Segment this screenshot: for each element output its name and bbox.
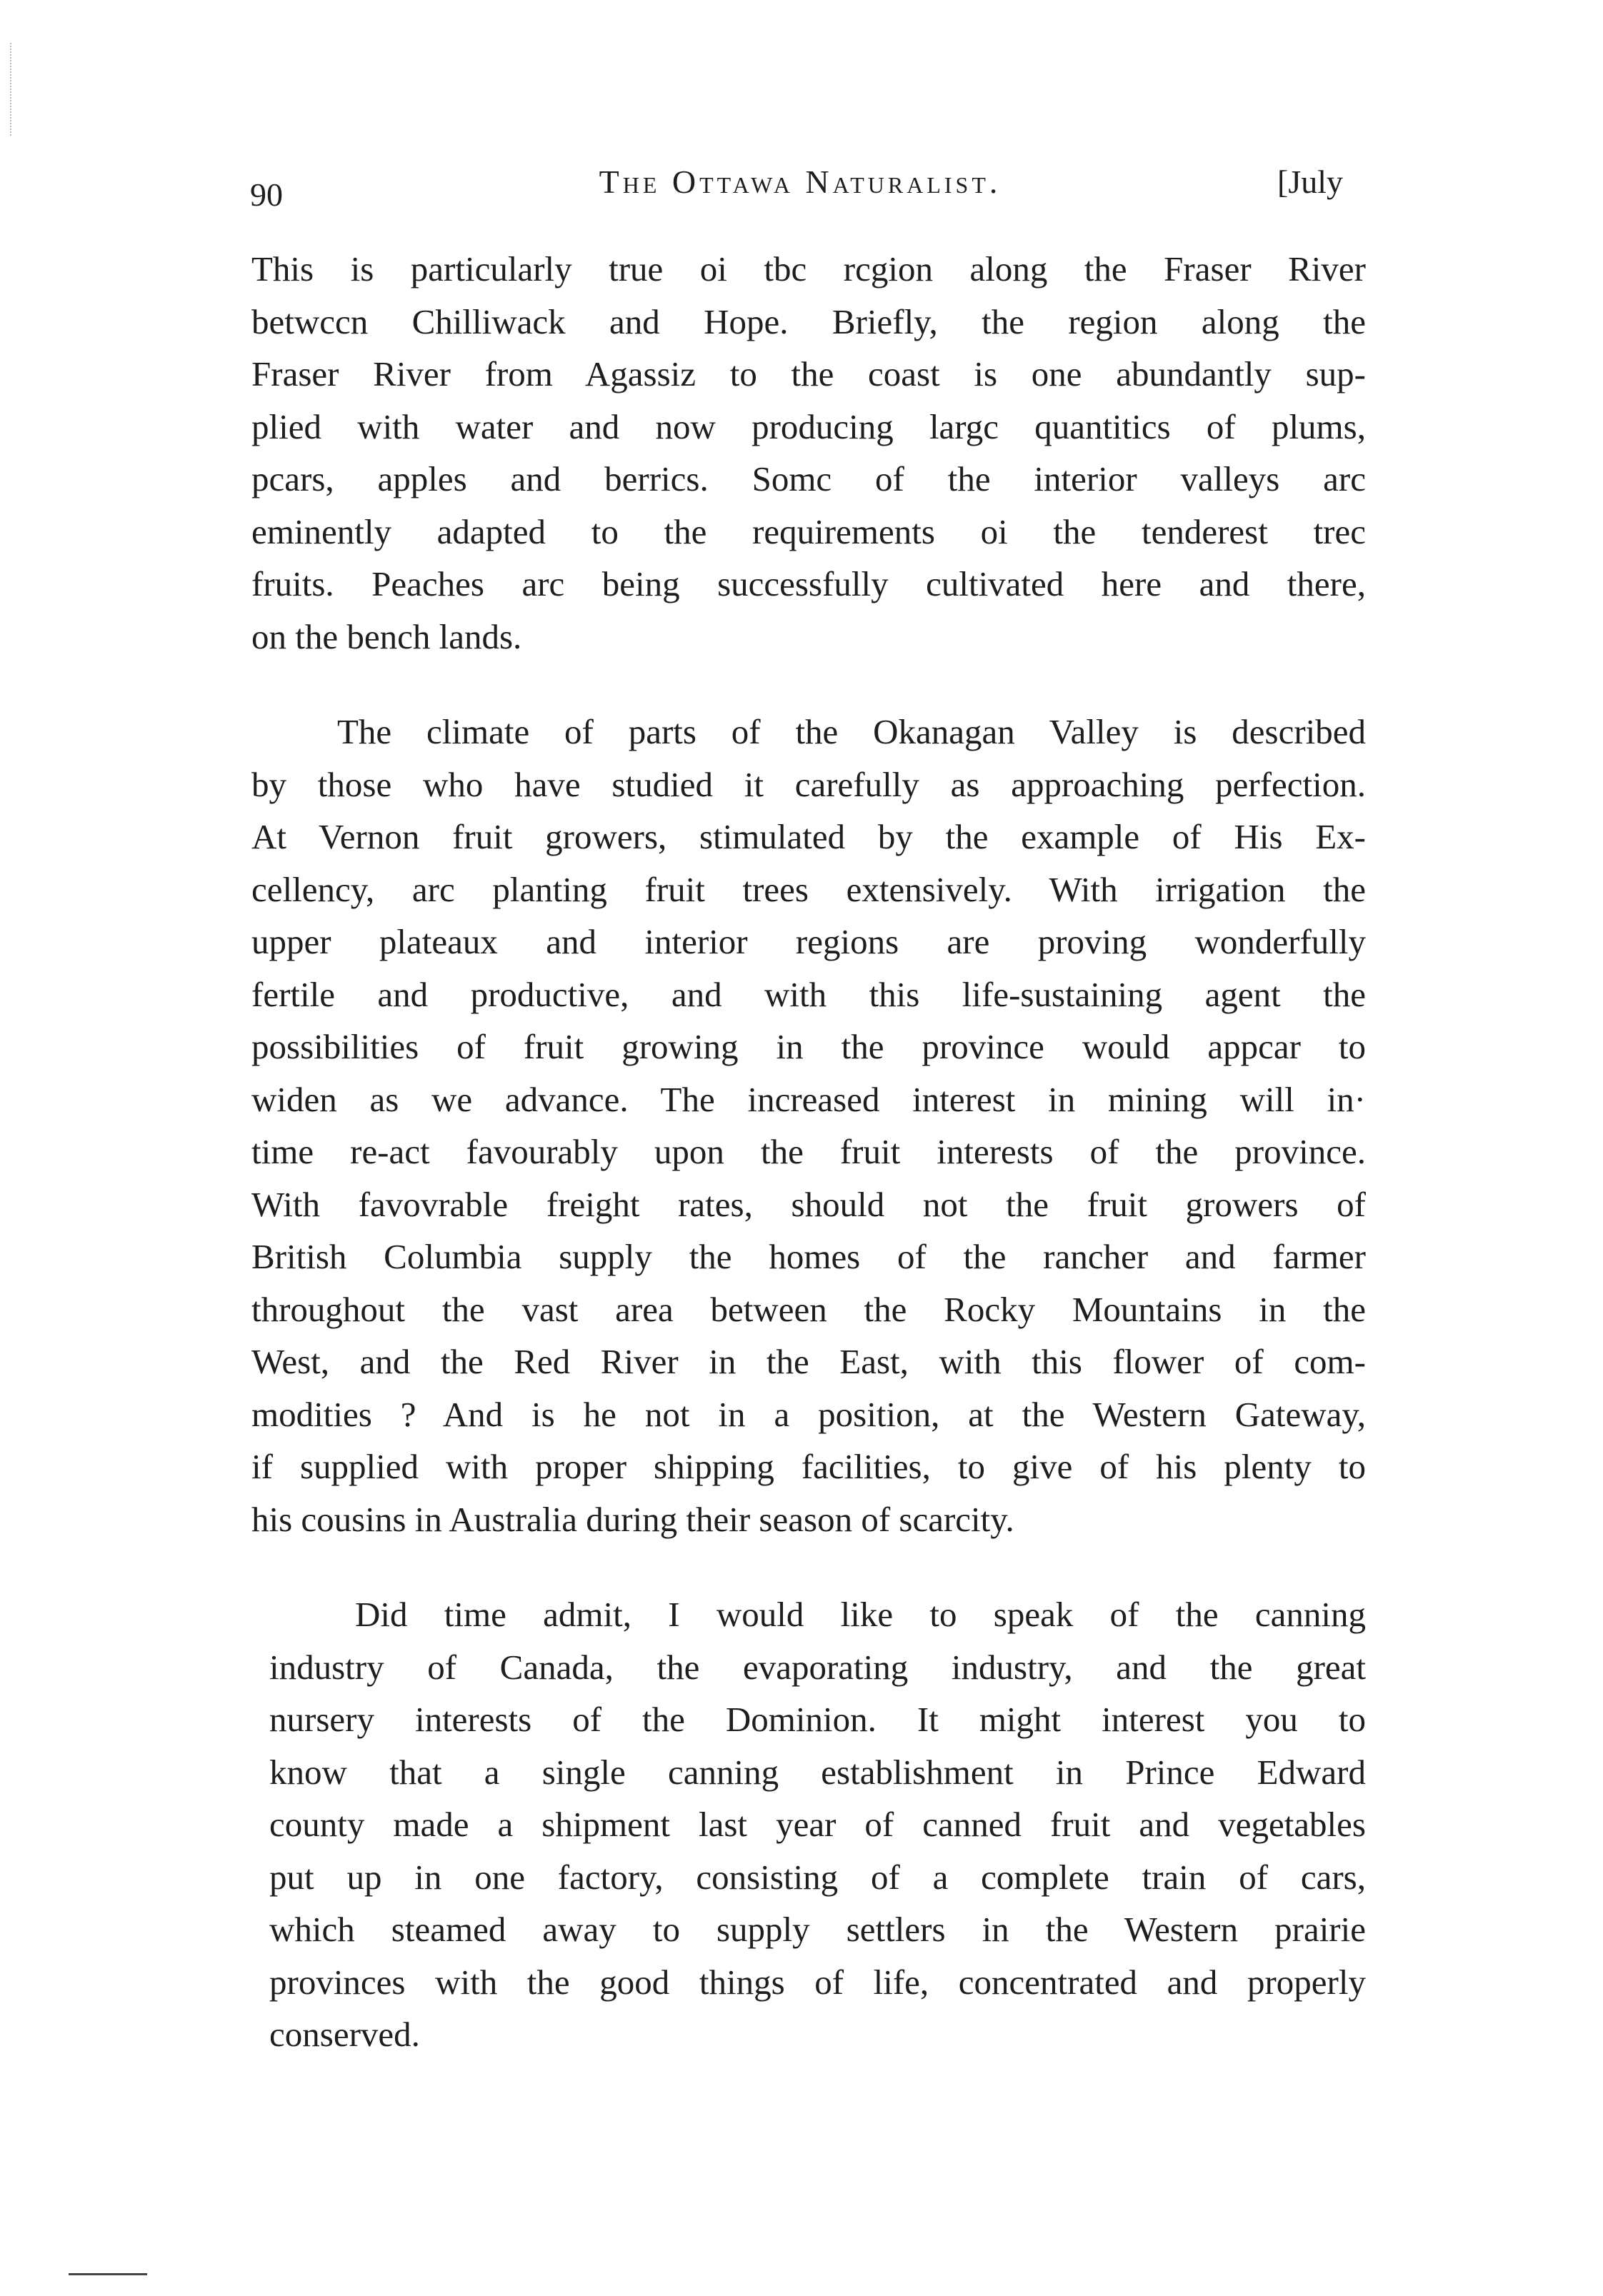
text-line: conserved. xyxy=(269,2015,420,2054)
text-line: on the bench lands. xyxy=(251,616,522,656)
text-line: widen as we advance. The increased interest in mining will in· xyxy=(251,1079,1366,1119)
text-line: betwccn Chilliwack and Hope. Briefly, the region along the xyxy=(251,301,1366,341)
text-line: throughout the vast area between the Rocky Mountains in the xyxy=(251,1289,1366,1329)
text-line: West, and the Red River in the East, with this flower of com- xyxy=(251,1342,1366,1381)
text-line: industry of Canada, the evaporating industry, and the great xyxy=(269,1647,1366,1687)
page-header xyxy=(243,163,1357,220)
text-line: plied with water and now producing largc quantitics of plums, xyxy=(251,406,1366,446)
text-line: his cousins in Australia during their season of scarcity. xyxy=(251,1499,1014,1539)
text-line: With favovrable freight rates, should not the fruit growers of xyxy=(251,1184,1366,1224)
text-line: Fraser River from Agassiz to the coast is one abundantly sup- xyxy=(251,354,1366,393)
text-line: upper plateaux and interior regions are proving wonderfully xyxy=(251,922,1366,961)
text-line: Did time admit, I would like to speak of the canning xyxy=(355,1595,1366,1634)
text-line: county made a shipment last year of canned fruit and vegetables xyxy=(269,1805,1366,1844)
text-line: if supplied with proper shipping facilities, to give of his plenty to xyxy=(251,1447,1366,1486)
paragraph-2 xyxy=(251,706,1366,1545)
text-line: possibilities of fruit growing in the province would appcar to xyxy=(251,1027,1366,1066)
running-title: The Ottawa Naturalist. xyxy=(599,164,1002,200)
page-number: 90 xyxy=(250,176,283,213)
text-line: know that a single canning establishment in Prince Edward xyxy=(269,1752,1366,1792)
text-line: nursery interests of the Dominion. It might interest you to xyxy=(269,1700,1366,1739)
text-line: The climate of parts of the Okanagan Valley is described xyxy=(337,712,1366,751)
text-line: which steamed away to supply settlers in the Western prairie xyxy=(269,1910,1366,1949)
text-line: fruits. Peaches arc being successfully cultivated here and there, xyxy=(251,564,1366,603)
running-month: [July xyxy=(1277,164,1343,200)
text-line: At Vernon fruit growers, stimulated by the example of His Ex- xyxy=(251,817,1366,856)
text-line: modities ? And is he not in a position, at the Western Gateway, xyxy=(251,1394,1366,1434)
text-line: cellency, arc planting fruit trees extensively. With irrigation the xyxy=(251,869,1366,909)
text-line: time re-act favourably upon the fruit interests of the province. xyxy=(251,1132,1366,1171)
text-line: fertile and productive, and with this life-sustaining agent the xyxy=(251,974,1366,1014)
scan-edge-mark xyxy=(10,43,13,136)
text-line: pcars, apples and berrics. Somc of the interior valleys arc xyxy=(251,459,1366,498)
text-line: by those who have studied it carefully as approaching perfection. xyxy=(251,764,1366,804)
scan-edge-mark xyxy=(69,2273,147,2275)
text-line: British Columbia supply the homes of the rancher and farmer xyxy=(251,1237,1366,1276)
text-line: This is particularly true oi tbc rcgion along the Fraser River xyxy=(251,249,1366,289)
paragraph-3 xyxy=(251,1588,1366,2061)
body-text xyxy=(251,243,1366,2104)
paragraph-1 xyxy=(251,243,1366,663)
text-line: eminently adapted to the requirements oi the tenderest trec xyxy=(251,511,1366,551)
text-line: put up in one factory, consisting of a complete train of cars, xyxy=(269,1857,1366,1897)
text-line: provinces with the good things of life, concentrated and properly xyxy=(269,1962,1366,2002)
